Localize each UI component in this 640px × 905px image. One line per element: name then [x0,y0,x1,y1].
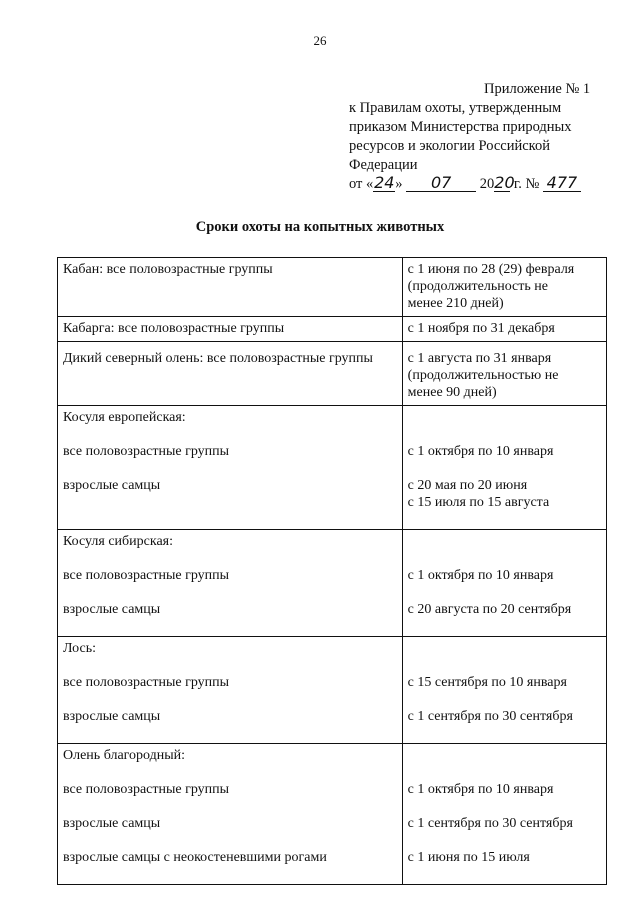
handwritten-order-number: 477 [543,175,581,192]
spacer [63,691,397,708]
period-line: (продолжительность не [407,279,548,294]
page-number: 26 [313,33,327,48]
animal-name: Дикий северный олень: все половозрастные группы [63,351,373,366]
group-name: все половозрастные группы [63,782,230,797]
period-line-empty [408,409,601,426]
group-name: взрослые самцы [63,478,161,493]
animal-cell [58,530,403,637]
animal-cell [58,744,403,885]
spacer [63,798,397,815]
period-cell [402,530,606,637]
period-line: с 1 июня по 28 (29) февраля [407,262,575,277]
period-line: с 1 октября по 10 января [407,444,554,459]
period-line: с 20 мая по 20 июня [407,478,528,493]
period-cell [402,406,606,530]
period-line-empty [408,747,601,764]
group-name: взрослые самцы [63,816,161,831]
date-prefix: от « [349,176,374,192]
spacer [63,832,397,849]
period-line: с 1 сентября по 30 сентября [407,709,573,724]
table-row [58,406,607,530]
spacer [408,460,601,477]
period-line-empty [408,640,601,657]
table-row [58,744,607,885]
period-line-empty [408,533,601,550]
spacer [63,618,397,632]
group-name: все половозрастные группы [63,568,230,583]
animal-name: Лось: [63,641,96,656]
animal-name: Косуля европейская: [63,410,186,425]
group-name: взрослые самцы [63,602,161,617]
period-cell [402,744,606,885]
table-row [58,317,607,342]
animal-cell [58,317,403,342]
animal-name: Косуля сибирская: [63,534,173,549]
handwritten-month: 07 [406,175,476,192]
group-name: все половозрастные группы [63,444,230,459]
spacer [63,460,397,477]
animal-name: Кабан: все половозрастные группы [63,262,273,277]
spacer [408,618,601,632]
appendix-line: Федерации [349,157,418,173]
spacer [63,550,397,567]
spacer [63,511,397,525]
spacer [408,764,601,781]
appendix-header [349,80,619,194]
spacer [408,725,601,739]
handwritten-year: 20 [494,173,515,192]
period-cell [402,258,606,317]
animal-cell [58,406,403,530]
order-date-line [349,175,619,194]
period-line: с 1 октября по 10 января [407,782,554,797]
number-prefix: г. № [513,176,540,192]
spacer [63,426,397,443]
spacer [408,426,601,443]
period-cell [402,342,606,406]
spacer [408,511,601,525]
period-line: (продолжительностью не [407,368,559,383]
appendix-line: приказом Министерства природных [349,119,572,135]
handwritten-day: 24 [374,173,395,192]
period-line: с 1 августа по 31 января [407,351,552,366]
spacer [63,584,397,601]
group-name: взрослые самцы [63,709,161,724]
period-cell [402,317,606,342]
spacer [408,832,601,849]
table-row [58,637,607,744]
animal-cell [58,258,403,317]
spacer [63,764,397,781]
spacer [408,798,601,815]
table-row [58,530,607,637]
spacer [408,657,601,674]
table-row [58,258,607,317]
period-cell [402,637,606,744]
period-line: менее 90 дней) [407,385,497,400]
period-line: с 20 августа по 20 сентября [407,602,572,617]
animal-cell [58,637,403,744]
year-prefix: 20 [479,176,495,192]
date-mid: » [395,176,403,192]
period-line: с 15 июля по 15 августа [407,495,550,510]
appendix-line: ресурсов и экологии Российской [349,138,550,154]
animal-name: Кабарга: все половозрастные группы [63,321,285,336]
spacer [63,725,397,739]
table-row [58,342,607,406]
animal-name: Олень благородный: [63,748,186,763]
animal-cell [58,342,403,406]
spacer [408,691,601,708]
spacer [408,550,601,567]
period-line: с 1 октября по 10 января [407,568,554,583]
spacer [63,657,397,674]
group-name: взрослые самцы с неокостеневшими рогами [63,850,327,865]
spacer [408,584,601,601]
hunting-seasons-table [57,257,607,885]
appendix-line: к Правилам охоты, утвержденным [349,100,562,116]
spacer [63,494,397,511]
period-line: с 1 ноября по 31 декабря [407,321,555,336]
document-title: Сроки охоты на копытных животных [195,219,445,235]
group-name: все половозрастные группы [63,675,230,690]
period-line: с 1 июня по 15 июля [407,850,530,865]
spacer [63,866,397,880]
period-line: с 15 сентября по 10 января [407,675,567,690]
spacer [408,866,601,880]
period-line: менее 210 дней) [407,296,504,311]
period-line: с 1 сентября по 30 сентября [407,816,573,831]
appendix-title: Приложение № 1 [484,81,591,97]
